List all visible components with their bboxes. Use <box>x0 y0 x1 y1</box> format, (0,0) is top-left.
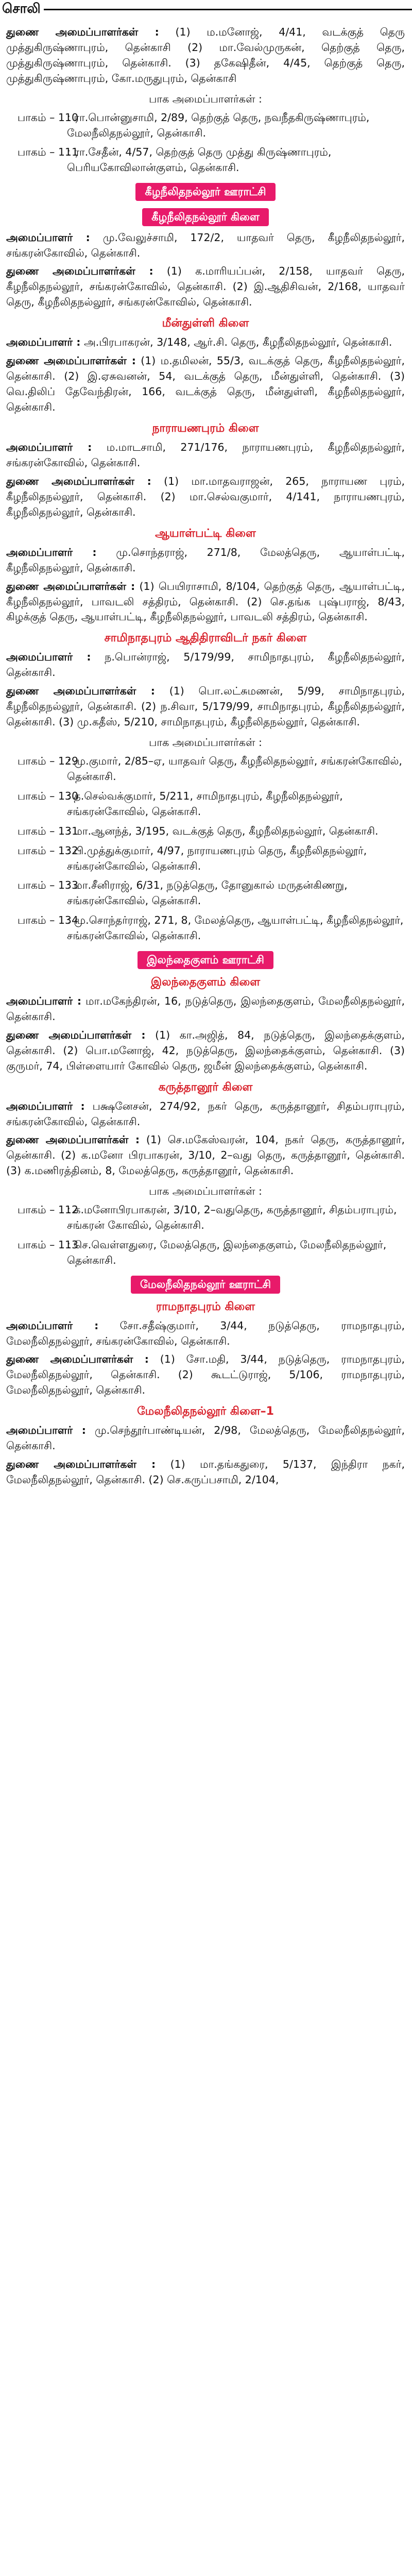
masthead-rule <box>44 9 412 10</box>
entry-label: அமைப்பாளர் : <box>6 546 97 558</box>
booth-text: : செ.வெள்ளதுரை, மேலத்தெரு, இலந்தைகுளம், மேலநீலிதநல்லூர், தென்காசி. <box>67 1239 387 1266</box>
entry-text: (1) ம.மனோஜ், 4/41, வடக்குத் தெரு முத்துகிருஷ்ணாபுரம், தென்காசி (2) மா.வேல்முருகன், தெற்குத் தெரு, முத்துகிருஷ்ணாபுரம், தென்காசி. (3) தகேஷிதீன், 4/45, தெற்குத் தெரு, முத்துகிருஷ்ணாபுரம், கோ.மருதுபுரம், தென்காசி <box>6 26 405 84</box>
entry-paragraph <box>6 440 405 471</box>
section-pill-label: இலந்தைகுளம் ஊராட்சி <box>138 951 273 969</box>
entry-paragraph <box>6 1132 405 1179</box>
booth-text: : க.மனோபிரபாகரன், 3/10, 2–வதுதெரு, கருத்தானூர், சிதம்பராபுரம், சங்கரன் கோவில், தென்காசி. <box>67 1204 397 1232</box>
entry-paragraph <box>6 230 405 261</box>
booth-number: பாகம் – 110 <box>18 111 78 124</box>
entry-paragraph <box>6 1423 405 1454</box>
entry-text: மு.சொந்தராஜ், 271/8, மேலத்தெரு, ஆயாள்பட்டி, கீழநீலிதநல்லூர், தென்காசி. <box>6 546 405 574</box>
entry-paragraph <box>6 353 405 415</box>
entry-label: துணை அமைப்பாளர்கள் : <box>6 1133 140 1146</box>
branch-heading: மேலநீலிதநல்லூர் கிளை–1 <box>137 1405 274 1418</box>
section-pill <box>6 951 405 969</box>
entry-paragraph <box>6 545 405 576</box>
booth-entry <box>6 1202 405 1233</box>
entry-text: சோ.சதீஷ்குமார், 3/44, நடுத்தெரு, ராமநாதபுரம், மேலநீலிதநல்லூர், சங்கரன்கோவில், தென்காசி. <box>6 1319 405 1347</box>
booth-entry <box>6 824 405 839</box>
booth-number: பாகம் – 113 <box>18 1239 78 1251</box>
entry-text: (1) மா.தங்கதுரை, 5/137, இந்திரா நகர், மேலநீலிதநல்லூர், தென்காசி. (2) செ.கருப்பசாமி, 2/104, <box>6 1458 405 1486</box>
entry-text: மு.செந்தூர்பாண்டியன், 2/98, மேலத்தெரு, மேலநீலிதநல்லூர், தென்காசி. <box>6 1424 405 1452</box>
entry-label: அமைப்பாளர் : <box>6 994 82 1007</box>
entry-label: துணை அமைப்பாளர்கள் : <box>6 580 135 592</box>
section-pill-label: கீழநீலிதநல்லூர் ஊராட்சி <box>135 183 275 201</box>
entry-label: துணை அமைப்பாளர்கள் : <box>6 26 159 38</box>
booth-entry <box>6 913 405 944</box>
entry-text: மா.மகேந்திரன், 16, நடுத்தெரு, இலந்தைகுளம், மேலநீலிதநல்லூர், தென்காசி. <box>6 994 405 1023</box>
section-pill-label: கீழநீலிதநல்லூர் கிளை <box>142 208 269 226</box>
entry-text: (1) பெயிராசாமி, 8/104, தெற்குத் தெரு, ஆயாள்பட்டி, கீழநீலிதநல்லூர், பாவடலி சத்திரம், தென்காசி. (2) செ.தங்க புஷ்பராஜ், 8/43, கிழக்குத் தெரு, ஆயாள்பட்டி, கீழநீலிதநல்லூர், பாவடலி சத்திரம், தென்காசி. <box>6 580 405 623</box>
entry-paragraph <box>6 1099 405 1130</box>
branch-heading: இலந்தைகுளம் கிளை <box>150 975 261 989</box>
branch-heading: நாராயணபுரம் கிளை <box>152 421 259 435</box>
branch-heading: ஆயாள்பட்டி கிளை <box>155 527 256 540</box>
entry-label: அமைப்பாளர் : <box>6 441 92 454</box>
article-content <box>0 19 412 1488</box>
booth-text: : மு.சொந்தர்ராஜ், 271, 8, மேலத்தெரு, ஆயாள்பட்டி, கீழநீலிதநல்லூர், சங்கரன்கோவில், தென்காசி. <box>67 914 404 942</box>
booth-entry <box>6 843 405 874</box>
entry-paragraph <box>6 579 405 625</box>
entry-paragraph <box>6 1318 405 1349</box>
booth-text: : மா.சீனிராஜ், 6/31, நடுத்தெரு, தோனுகால் மருதன்கிணறு, சங்கரன்கோவில், தென்காசி. <box>67 879 348 907</box>
booth-number: பாகம் – 129 <box>18 755 78 768</box>
booth-number: பாகம் – 131 <box>18 824 78 837</box>
booth-text: : த.செல்வக்குமார், 5/211, சாமிநாதபுரம், கீழநீலிதநல்லூர், சங்கரன்கோவில், தென்காசி. <box>67 789 343 818</box>
booth-text: : மா.ஆனந்த், 3/195, வடக்குத் தெரு, கீழநீலிதநல்லூர், தென்காசி. <box>67 824 379 837</box>
entry-paragraph <box>6 1352 405 1398</box>
booth-text: : பி.முத்துக்குமார், 4/97, நாராயணபுரம் தெரு, கீழநீலிதநல்லூர், சங்கரன்கோவில், தென்காசி. <box>67 844 367 872</box>
entry-text: (1) கா.அஜித், 84, நடுத்தெரு, இலந்தைக்குளம், தென்காசி. (2) பொ.மனோஜ், 42, நடுத்தெரு, இலந்தைக்குளம், தென்காசி. (3) குருமர், 74, பிள்ளையார் கோவில் தெரு, ஜமீன் இலந்தைக்குளம், தென்காசி. <box>6 1028 405 1072</box>
booth-section-heading: பாக அமைப்பாளர்கள் : <box>149 1185 262 1198</box>
entry-text: (1) மா.மாதவராஜன், 265, நாராயண புரம், கீழநீலிதநல்லூர், தென்காசி. (2) மா.செல்வகுமார், 4/141, நாராயணபுரம், கீழநீலிதநல்லூர், தென்காசி. <box>6 474 405 518</box>
booth-number: பாகம் – 132 <box>18 844 78 857</box>
entry-label: அமைப்பாளர் : <box>6 336 81 349</box>
booth-number: பாகம் – 134 <box>18 914 78 927</box>
entry-label: அமைப்பாளர் : <box>6 1099 85 1112</box>
entry-label: அமைப்பாளர் : <box>6 1319 99 1332</box>
section-pill-label: மேலநீலிதநல்லூர் ஊராட்சி <box>131 1276 280 1294</box>
entry-text: பக்ஷனேசன், 274/92, நகர் தெரு, கருத்தானூர், சிதம்பராபுரம், சங்கரன்கோவில், தென்காசி. <box>6 1099 405 1128</box>
booth-entry <box>6 145 405 176</box>
branch-heading: ராமநாதபுரம் கிளை <box>156 1300 255 1313</box>
booth-number: பாகம் – 133 <box>18 879 78 892</box>
entry-paragraph <box>6 1457 405 1488</box>
booth-text: : மு.குமார், 2/85–ஏ, யாதவர் தெரு, கீழநீலிதநல்லூர், சங்கரன்கோவில், தென்காசி. <box>67 755 402 783</box>
masthead-title: சொலி <box>2 1 41 16</box>
entry-label: அமைப்பாளர் : <box>6 231 90 244</box>
booth-entry <box>6 1238 405 1268</box>
entry-label: துணை அமைப்பாளர்கள் : <box>6 1458 156 1471</box>
branch-heading: சாமிநாதபுரம் ஆதிதிராவிடர் நகர் கிளை <box>104 632 307 645</box>
entry-label: துணை அமைப்பாளர்கள் : <box>6 1353 149 1366</box>
entry-text: அ.பிரபாகரன், 3/148, ஆர்.சி. தெரு, கீழநீலிதநல்லூர், தென்காசி. <box>80 336 392 349</box>
booth-entry <box>6 878 405 909</box>
booth-number: பாகம் – 112 <box>18 1204 78 1216</box>
booth-entry <box>6 110 405 141</box>
section-pill <box>6 208 405 226</box>
branch-heading: மீன்துள்ளி கிளை <box>162 317 249 330</box>
booth-entry <box>6 754 405 785</box>
entry-label: துணை அமைப்பாளர்கள் : <box>6 685 155 698</box>
booth-entry <box>6 789 405 820</box>
booth-text: : ரா.சேதீன், 4/57, தெற்குத் தெரு முத்து கிருஷ்ணாபுரம், பெரியகோவிலான்குளம், தென்காசி. <box>67 146 332 174</box>
entry-label: துணை அமைப்பாளர்கள் : <box>6 354 136 367</box>
booth-section-heading: பாக அமைப்பாளர்கள் : <box>149 92 262 105</box>
booth-number: பாகம் – 130 <box>18 789 78 802</box>
entry-label: அமைப்பாளர் : <box>6 1424 86 1437</box>
entry-text: (1) செ.மகேஸ்வரன், 104, நகர் தெரு, கருத்தானூர், தென்காசி. (2) க.மனோ பிரபாகரன், 3/10, 2–வது தெரு, கருத்தானூர், தென்காசி. (3) க.மணிரத்தினம், 8, மேலத்தெரு, கருத்தானூர், தென்காசி. <box>6 1133 405 1177</box>
entry-paragraph <box>6 264 405 310</box>
entry-paragraph <box>6 994 405 1025</box>
entry-label: துணை அமைப்பாளர்கள் : <box>6 474 151 487</box>
entry-text: (1) சோ.மதி, 3/44, நடுத்தெரு, ராமநாதபுரம், மேலநீலிதநல்லூர், தென்காசி. (2) கூடட்டுராஜ், 5/106, ராமநாதபுரம், மேலநீலிதநல்லூர், தென்காசி. <box>6 1353 405 1397</box>
branch-heading: கருத்தானூர் கிளை <box>158 1080 253 1094</box>
entry-text: ந.பொன்ராஜ், 5/179/99, சாமிநாதபுரம், கீழநீலிதநல்லூர், தென்காசி. <box>6 651 405 679</box>
entry-paragraph <box>6 25 405 87</box>
entry-paragraph <box>6 684 405 730</box>
section-pill <box>6 1276 405 1294</box>
entry-text: (1) க.மாரியப்பன், 2/158, யாதவர் தெரு, கீழநீலிதநல்லூர், சங்கரன்கோவில், தென்காசி. (2) இ.ஆதிசிவன், 2/168, யாதவர் தெரு, கீழநீலிதநல்லூர், சங்கரன்கோவில், தென்காசி. <box>6 265 405 309</box>
entry-text: மு.வேலுச்சாமி, 172/2, யாதவர் தெரு, கீழநீலிதநல்லூர், சங்கரன்கோவில், தென்காசி. <box>6 231 405 259</box>
entry-paragraph <box>6 335 405 350</box>
booth-number: பாகம் – 111 <box>18 146 78 159</box>
entry-paragraph <box>6 1028 405 1074</box>
entry-label: துணை அமைப்பாளர்கள் : <box>6 1028 146 1041</box>
booth-section-heading: பாக அமைப்பாளர்கள் : <box>149 736 262 749</box>
entry-text: ம.மாடசாமி, 271/176, நாராயணபுரம், கீழநீலிதநல்லூர், சங்கரன்கோவில், தென்காசி. <box>6 441 405 469</box>
entry-text: (1) பொ.லட்சுமணன், 5/99, சாமிநாதபுரம், கீழநீலிதநல்லூர், தென்காசி. (2) ந.சிவா, 5/179/99, சாமிநாதபுரம், கீழநீலிதநல்லூர், தென்காசி. (3) மு.கதீஸ், 5/210, சாமிநாதபுரம், கீழநீலிதநல்லூர், தென்காசி. <box>6 685 405 728</box>
section-pill <box>6 183 405 201</box>
entry-text: (1) ம.தமிலன், 55/3, வடக்குத் தெரு, கீழநீலிதநல்லூர், தென்காசி. (2) இ.ஏசுவனன், 54, வடக்குத் தெரு, மீன்துள்ளி, தென்காசி. (3) வெ.திலிப் தேவேந்திரன், 166, வடக்குத் தெரு, மீன்துள்ளி, கீழநீலிதநல்லூர், தென்காசி. <box>6 354 405 414</box>
entry-paragraph <box>6 650 405 681</box>
masthead <box>0 0 412 19</box>
entry-label: அமைப்பாளர் : <box>6 651 91 664</box>
booth-text: : ரா.பொன்னுசாமி, 2/89, தெற்குத் தெரு, நவநீதகிருஷ்ணாபுரம், மேலநீலிதநல்லூர், தென்காசி. <box>67 111 370 139</box>
entry-label: துணை அமைப்பாளர்கள் : <box>6 265 153 278</box>
entry-paragraph <box>6 474 405 520</box>
